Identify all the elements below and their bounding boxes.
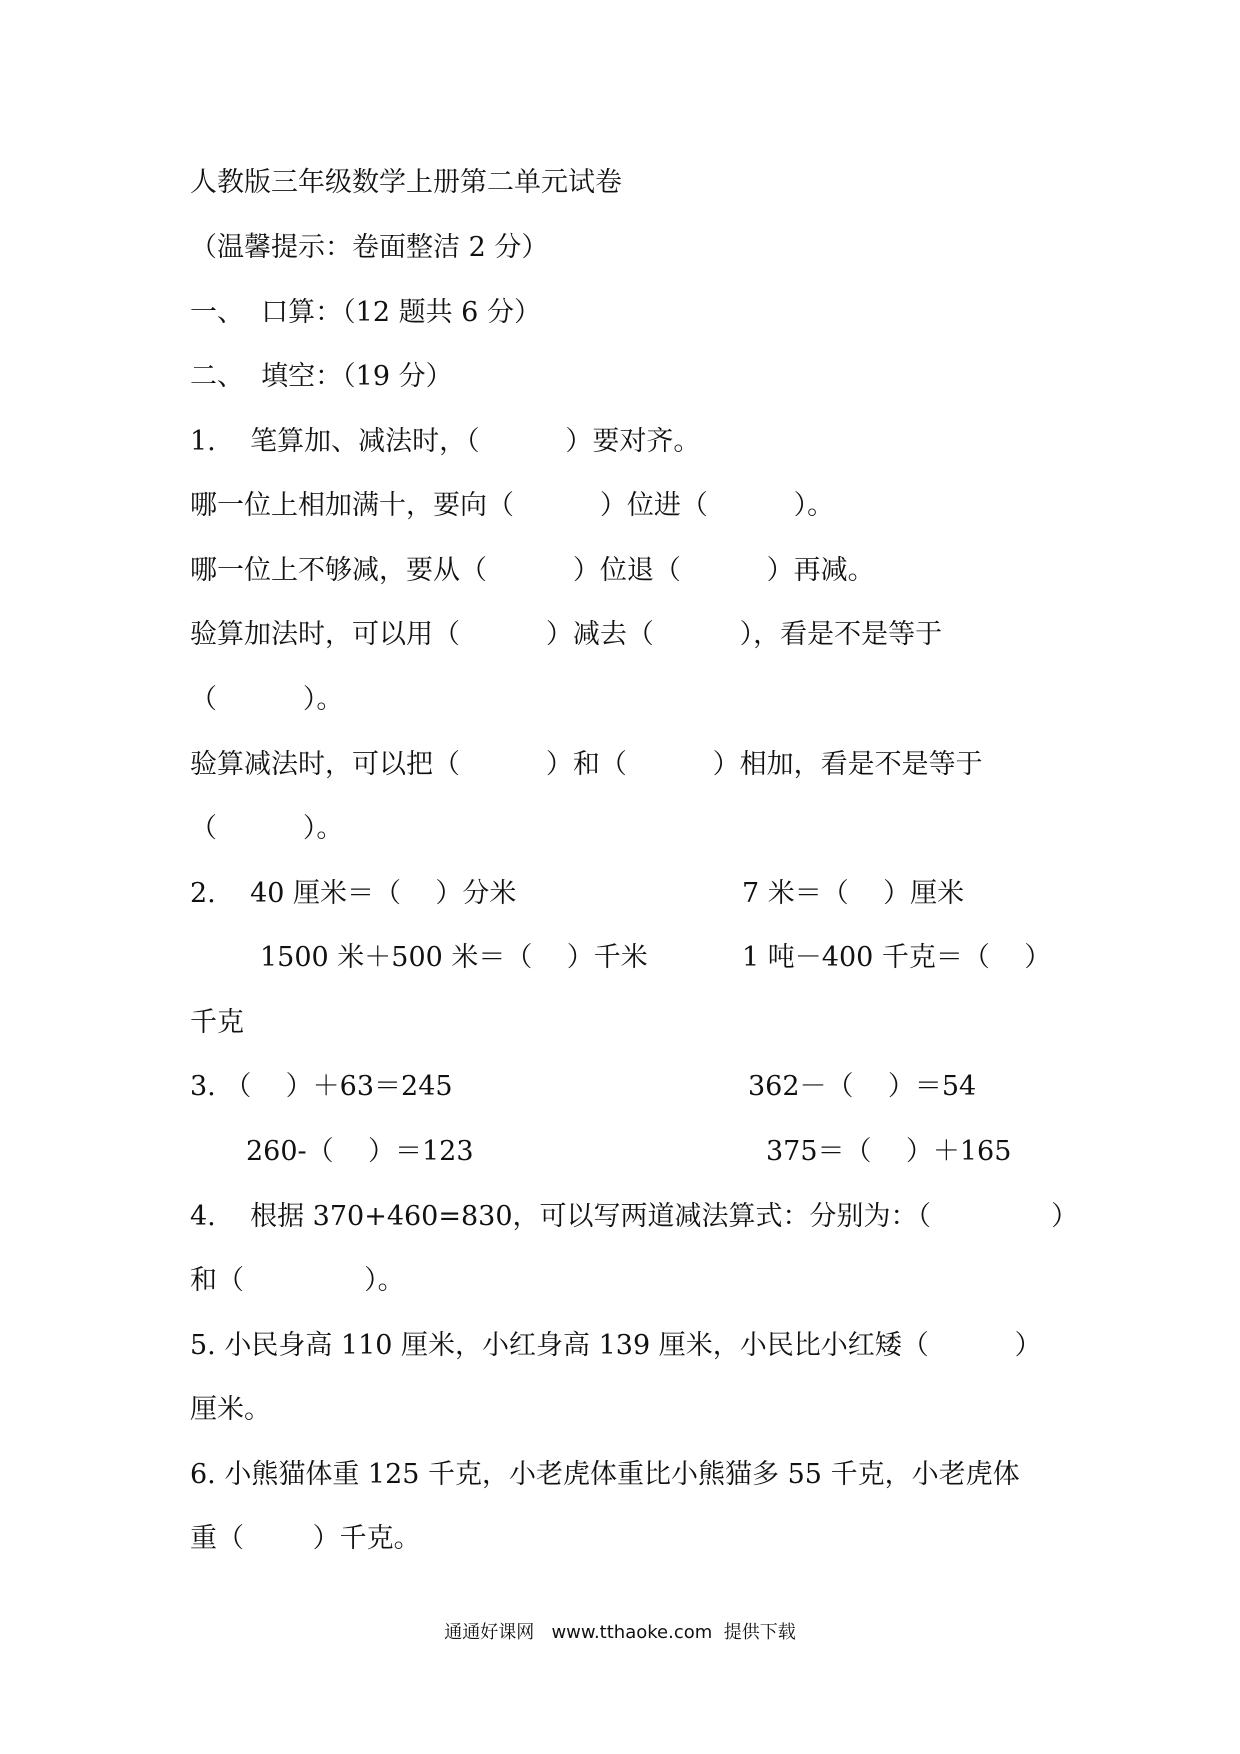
question-3-item-c: 260-（ ）＝123 bbox=[246, 1136, 474, 1167]
question-5-line-2: 厘米。 bbox=[190, 1394, 271, 1425]
question-1-line-5: （ ）。 bbox=[190, 684, 344, 715]
question-4-line-2: 和（ ）。 bbox=[190, 1265, 405, 1296]
question-1-line-6: 验算减法时，可以把（ ）和（ ）相加，看是不是等于 bbox=[190, 749, 983, 780]
question-1-line-7: （ ）。 bbox=[190, 813, 344, 844]
question-2-item-b: 7 米＝（ ）厘米 bbox=[742, 878, 965, 909]
question-1-line-2: 哪一位上相加满十，要向（ ）位进（ ）。 bbox=[190, 490, 835, 521]
question-6-line-2: 重（ ）千克。 bbox=[190, 1523, 421, 1554]
question-3-item-a: 3. （ ）＋63＝245 bbox=[190, 1071, 453, 1102]
page-title: 人教版三年级数学上册第二单元试卷 bbox=[190, 167, 622, 198]
question-6-line-1: 6. 小熊猫体重 125 千克，小老虎体重比小熊猫多 55 千克，小老虎体 bbox=[190, 1459, 1020, 1490]
question-2-unit: 千克 bbox=[190, 1007, 244, 1038]
question-4-line-1: 4. 根据 370+460=830，可以写两道减法算式：分别为：（ ） bbox=[190, 1201, 1079, 1232]
question-1-line-3: 哪一位上不够减，要从（ ）位退（ ）再减。 bbox=[190, 555, 875, 586]
footer-source: 通通好课网 www.tthaoke.com 提供下载 bbox=[444, 1622, 796, 1643]
question-1-line-4: 验算加法时，可以用（ ）减去（ ），看是不是等于 bbox=[190, 619, 943, 650]
question-2-item-d: 1 吨－400 千克＝（ ） bbox=[742, 942, 1052, 973]
question-5-line-1: 5. 小民身高 110 厘米，小红身高 139 厘米，小民比小红矮（ ） bbox=[190, 1330, 1042, 1361]
question-2-item-c: 1500 米＋500 米＝（ ）千米 bbox=[260, 942, 648, 973]
question-1-line-1: 1. 笔算加、减法时，（ ）要对齐。 bbox=[190, 426, 701, 457]
question-2-item-a: 2. 40 厘米＝（ ）分米 bbox=[190, 878, 517, 909]
section-2-heading: 二、 填空：（19 分） bbox=[190, 361, 453, 392]
question-3-item-b: 362－（ ）＝54 bbox=[748, 1071, 977, 1102]
hint-text: （温馨提示：卷面整洁 2 分） bbox=[190, 232, 549, 263]
question-3-item-d: 375＝（ ）＋165 bbox=[766, 1136, 1012, 1167]
section-1-heading: 一、 口算：（12 题共 6 分） bbox=[190, 297, 541, 328]
